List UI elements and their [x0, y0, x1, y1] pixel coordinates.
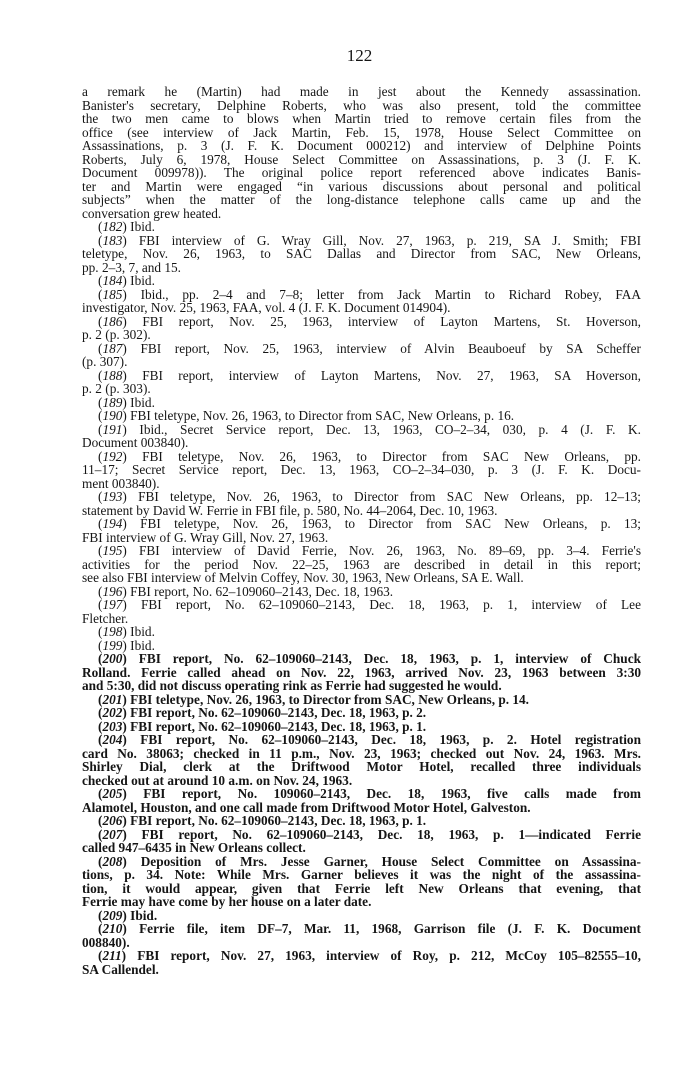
footnote-text: FBI report, No. 109060–2143, Dec. 18, 1963, five calls made from: [143, 786, 641, 801]
footnote-text: FBI teletype, Nov. 26, 1963, to Director from SAC, New Orleans, p. 14.: [130, 691, 530, 707]
footnote-number: 203: [102, 718, 123, 734]
text-line: p. 2 (p. 302).: [82, 327, 151, 342]
footnote-text: FBI teletype, Nov. 26, 1963, to Director from SAC New Orleans, pp. 12–13;: [138, 489, 641, 504]
text-line: Document 009978)). The original police report referenced above indicates Banis-: [82, 165, 641, 180]
footnote-text: FBI interview of David Ferrie, Nov. 26, 1963, No. 89–69, pp. 3–4. Ferrie's: [138, 543, 641, 558]
text-line: tion, it would appear, given that Ferrie left New Orleans that evening, that: [82, 880, 641, 896]
footnote-number: 186: [102, 313, 123, 329]
text-line: (203) FBI report, No. 62–109060–2143, Dec. 18, 1963, p. 1.: [98, 718, 427, 734]
intro-paragraph: [82, 85, 641, 220]
footnote: [82, 787, 641, 814]
footnote-text: Ibid.: [130, 394, 155, 410]
text-line: Alamotel, Houston, and one call made from Driftwood Motor Hotel, Galveston.: [82, 799, 531, 815]
footnote: [82, 315, 641, 342]
footnote: [82, 409, 641, 423]
text-line: office (see interview of Jack Martin, Feb. 15, 1978, House Select Committee on: [82, 124, 641, 140]
text-line: tions, p. 34. Note: While Mrs. Garner believes it was the night of the assassina-: [82, 867, 641, 882]
text-line: (206) FBI report, No. 62–109060–2143, Dec. 18, 1963, p. 1.: [98, 813, 427, 828]
text-line: (192) FBI teletype, Nov. 26, 1963, to Director from SAC New Orleans, pp.: [98, 448, 641, 464]
footnote-text: Ibid.: [130, 637, 155, 653]
text-line: (186) FBI report, Nov. 25, 1963, interview of Layton Martens, St. Hoverson,: [98, 313, 641, 329]
footnote-number: 209: [102, 907, 123, 923]
footnote-text: FBI report, No. 62–109060–2143, Dec. 18, 1963, p. 1.: [130, 813, 427, 828]
text-line: ment 003840).: [82, 475, 160, 491]
footnote-text: Ibid., Secret Service report, Dec. 13, 1963, CO–2–34, 030, p. 4 (J. F. K.: [139, 421, 641, 437]
text-line: (188) FBI report, interview of Layton Martens, Nov. 27, 1963, SA Hoverson,: [98, 367, 641, 383]
footnote: [82, 922, 641, 949]
footnote-number: 192: [102, 448, 123, 464]
footnote-text: FBI report, No. 62–109060–2143, Dec. 18, 1963, p. 2. Hotel registration: [140, 732, 641, 747]
text-line: (198) Ibid.: [98, 624, 155, 639]
footnote-text: FBI report, No. 62–109060–2143, Dec. 18, 1963, p. 1, interview of Lee: [140, 597, 641, 612]
footnote: [82, 693, 641, 707]
text-line: Shirley Dial, clerk at the Driftwood Motor Hotel, recalled three individuals: [82, 759, 641, 774]
text-line: activities for the period Nov. 22–25, 1963 are described in detail in this report;: [82, 556, 641, 572]
footnote-number: 206: [102, 813, 123, 828]
footnote-text: Ibid., pp. 2–4 and 7–8; letter from Jack Martin to Richard Robey, FAA: [140, 286, 641, 302]
footnote-text: Ibid.: [130, 273, 155, 288]
footnote-number: 198: [102, 624, 123, 639]
footnote: [82, 342, 641, 369]
footnote-text: FBI report, No. 62–109060–2143, Dec. 18, 1963, p. 1.: [130, 718, 427, 734]
footnote-text: Ibid.: [130, 907, 158, 923]
footnote-text: FBI interview of G. Wray Gill, Nov. 27, 1963, p. 219, SA J. Smith; FBI: [138, 232, 641, 248]
footnote-text: FBI report, No. 62–109060–2143, Dec. 18, 1963.: [130, 583, 394, 599]
footnote: [82, 423, 641, 450]
footnote-number: 188: [102, 367, 123, 383]
text-line: conversation grew heated.: [82, 205, 222, 221]
footnote-text: FBI teletype, Nov. 26, 1963, to Director from SAC, New Orleans, p. 16.: [130, 408, 515, 423]
text-line: Document 003840).: [82, 435, 189, 450]
footnote-text: Ibid.: [130, 219, 155, 234]
footnote: [82, 274, 641, 288]
text-line: teletype, Nov. 26, 1963, to SAC Dallas and Director from SAC, New Orleans,: [82, 246, 641, 261]
text-line: p. 2 (p. 303).: [82, 381, 151, 396]
footnote: [82, 949, 641, 976]
footnote: [82, 369, 641, 396]
footnote-text: FBI report, No. 62–109060–2143, Dec. 18, 1963, p. 2.: [130, 705, 427, 720]
footnote: [82, 733, 641, 787]
footnote-number: 208: [102, 853, 123, 869]
text-line: Fletcher.: [82, 610, 129, 626]
footnote: [82, 720, 641, 734]
footnote-text: Deposition of Mrs. Jesse Garner, House Select Committee on Assassina-: [140, 853, 641, 869]
footnote: [82, 517, 641, 544]
footnote-text: FBI report, interview of Layton Martens, Nov. 27, 1963, SA Hoverson,: [142, 367, 641, 383]
footnote-number: 202: [102, 705, 123, 720]
footnote-number: 205: [102, 786, 123, 801]
footnote-number: 200: [102, 651, 123, 666]
text-line: statement by David W. Ferrie in FBI file, p. 580, No. 44–2064, Dec. 10, 1963.: [82, 502, 498, 518]
text-line: the two men came to blows when Martin tried to remove certain files from the: [82, 111, 641, 126]
text-line: (191) Ibid., Secret Service report, Dec. 13, 1963, CO–2–34, 030, p. 4 (J. F. K.: [98, 421, 641, 437]
text-line: SA Callendel.: [82, 961, 159, 977]
text-line: see also FBI interview of Melvin Coffey, Nov. 30, 1963, New Orleans, SA E. Wall.: [82, 570, 524, 585]
footnote-number: 185: [102, 286, 123, 302]
text-line: a remark he (Martin) had made in jest about the Kennedy assassination.: [82, 84, 641, 99]
footnote-number: 191: [102, 421, 123, 437]
footnote: [82, 396, 641, 410]
footnote-text: Ferrie file, item DF–7, Mar. 11, 1968, Garrison file (J. F. K. Document: [139, 921, 641, 936]
text-line: (189) Ibid.: [98, 394, 155, 410]
page-number: 122: [346, 46, 373, 65]
text-line: (193) FBI teletype, Nov. 26, 1963, to Director from SAC New Orleans, pp. 12–13;: [98, 489, 641, 504]
footnote-text: FBI report, Nov. 25, 1963, interview of Layton Martens, St. Hoverson,: [142, 313, 641, 329]
text-line: pp. 2–3, 7, and 15.: [82, 259, 181, 275]
footnote-number: 193: [102, 489, 123, 504]
footnote-number: 204: [102, 732, 123, 747]
text-line: (199) Ibid.: [98, 637, 155, 653]
text-line: FBI interview of G. Wray Gill, Nov. 27, 1963.: [82, 529, 329, 545]
footnotes-body: [82, 85, 641, 976]
text-line: (190) FBI teletype, Nov. 26, 1963, to Director from SAC, New Orleans, p. 16.: [98, 408, 515, 423]
text-line: (p. 307).: [82, 354, 128, 369]
text-line: (208) Deposition of Mrs. Jesse Garner, House Select Committee on Assassina-: [98, 853, 641, 869]
footnote: [82, 598, 641, 625]
footnote-text: FBI teletype, Nov. 26, 1963, to Director from SAC New Orleans, p. 13;: [140, 516, 641, 531]
footnote: [82, 652, 641, 693]
footnote: [82, 220, 641, 234]
footnote-number: 190: [102, 408, 123, 423]
footnote-text: FBI teletype, Nov. 26, 1963, to Director from SAC New Orleans, pp.: [142, 448, 641, 464]
text-line: called 947–6435 in New Orleans collect.: [82, 840, 306, 855]
footnote: [82, 855, 641, 909]
text-line: (210) Ferrie file, item DF–7, Mar. 11, 1968, Garrison file (J. F. K. Document: [98, 921, 641, 936]
text-line: Banister's secretary, Delphine Roberts, who was also present, told the committee: [82, 97, 641, 113]
footnote: [82, 814, 641, 828]
text-line: (183) FBI interview of G. Wray Gill, Nov. 27, 1963, p. 219, SA J. Smith; FBI: [98, 232, 641, 248]
footnote: [82, 450, 641, 491]
footnote: [82, 585, 641, 599]
footnote-number: 197: [102, 597, 123, 612]
footnote-number: 194: [102, 516, 123, 531]
footnote-number: 207: [102, 826, 123, 842]
text-line: (201) FBI teletype, Nov. 26, 1963, to Director from SAC, New Orleans, p. 14.: [98, 691, 530, 707]
text-line: (194) FBI teletype, Nov. 26, 1963, to Director from SAC New Orleans, p. 13;: [98, 516, 641, 531]
text-line: (187) FBI report, Nov. 25, 1963, interview of Alvin Beauboeuf by SA Scheffer: [98, 340, 641, 356]
footnote: [82, 639, 641, 653]
text-line: (207) FBI report, No. 62–109060–2143, Dec. 18, 1963, p. 1—indicated Ferrie: [98, 826, 641, 842]
footnote: [82, 828, 641, 855]
footnote: [82, 234, 641, 275]
text-line: (202) FBI report, No. 62–109060–2143, Dec. 18, 1963, p. 2.: [98, 705, 427, 720]
text-line: Roberts, July 6, 1978, House Select Committee on Assassinations, p. 3 (J. F. K.: [82, 151, 641, 167]
footnote: [82, 490, 641, 517]
text-line: Assassinations, p. 3 (J. F. K. Document 000212) and interview of Delphine Points: [82, 138, 641, 153]
text-line: (184) Ibid.: [98, 273, 155, 288]
text-line: and 5:30, did not discuss operating rink as Ferrie had suggested he would.: [82, 678, 502, 693]
footnote-number: 183: [102, 232, 123, 248]
text-line: (182) Ibid.: [98, 219, 155, 234]
footnote: [82, 544, 641, 585]
footnote-number: 210: [102, 921, 123, 936]
text-line: investigator, Nov. 25, 1963, FAA, vol. 4 (J. F. K. Document 014904).: [82, 300, 451, 315]
text-line: (197) FBI report, No. 62–109060–2143, Dec. 18, 1963, p. 1, interview of Lee: [98, 597, 641, 612]
footnote-number: 199: [102, 637, 123, 653]
text-line: (211) FBI report, Nov. 27, 1963, interview of Roy, p. 212, McCoy 105–82555–10,: [98, 948, 641, 963]
text-line: Ferrie may have come by her house on a later date.: [82, 894, 372, 909]
text-line: (185) Ibid., pp. 2–4 and 7–8; letter from Jack Martin to Richard Robey, FAA: [98, 286, 641, 302]
text-line: (204) FBI report, No. 62–109060–2143, Dec. 18, 1963, p. 2. Hotel registration: [98, 732, 641, 747]
footnote-number: 189: [102, 394, 123, 410]
footnote: [82, 625, 641, 639]
text-line: subjects” when the matter of the long-distance telephone calls came up and the: [82, 192, 641, 207]
text-line: (195) FBI interview of David Ferrie, Nov. 26, 1963, No. 89–69, pp. 3–4. Ferrie's: [98, 543, 641, 558]
footnote-number: 211: [102, 948, 122, 963]
footnote-text: FBI report, No. 62–109060–2143, Dec. 18, 1963, p. 1—indicated Ferrie: [141, 826, 641, 842]
text-line: (200) FBI report, No. 62–109060–2143, Dec. 18, 1963, p. 1, interview of Chuck: [98, 651, 641, 666]
text-line: 11–17; Secret Service report, Dec. 13, 1963, CO–2–34–030, p. 3 (J. F. K. Docu-: [82, 462, 641, 477]
footnote-text: FBI report, Nov. 25, 1963, interview of Alvin Beauboeuf by SA Scheffer: [140, 340, 641, 356]
footnote-number: 196: [102, 583, 123, 599]
text-line: ter and Martin were engaged “in various discussions about personal and political: [82, 178, 641, 194]
text-line: checked out at around 10 a.m. on Nov. 24, 1963.: [82, 772, 353, 788]
text-line: Rolland. Ferrie called ahead on Nov. 22, 1963, arrived Nov. 23, 1963 between 3:30: [82, 664, 641, 680]
text-line: 008840).: [82, 934, 130, 950]
footnote-text: FBI report, Nov. 27, 1963, interview of Roy, p. 212, McCoy 105–82555–10,: [137, 948, 641, 963]
footnote: [82, 706, 641, 720]
footnote-number: 195: [102, 543, 123, 558]
text-line: (205) FBI report, No. 109060–2143, Dec. 18, 1963, five calls made from: [98, 786, 641, 801]
footnote-text: FBI report, No. 62–109060–2143, Dec. 18, 1963, p. 1, interview of Chuck: [138, 651, 641, 666]
footnote-text: Ibid.: [130, 624, 155, 639]
footnote-number: 201: [102, 691, 123, 707]
text-line: (196) FBI report, No. 62–109060–2143, Dec. 18, 1963.: [98, 583, 394, 599]
text-line: (209) Ibid.: [98, 907, 158, 923]
footnote-number: 184: [102, 273, 123, 288]
footnote-number: 187: [102, 340, 123, 356]
text-line: card No. 38063; checked in 11 p.m., Nov. 23, 1963; checked out Nov. 24, 1963. Mrs.: [82, 745, 641, 761]
footnote: [82, 909, 641, 923]
footnote-number: 182: [102, 219, 123, 234]
footnote: [82, 288, 641, 315]
